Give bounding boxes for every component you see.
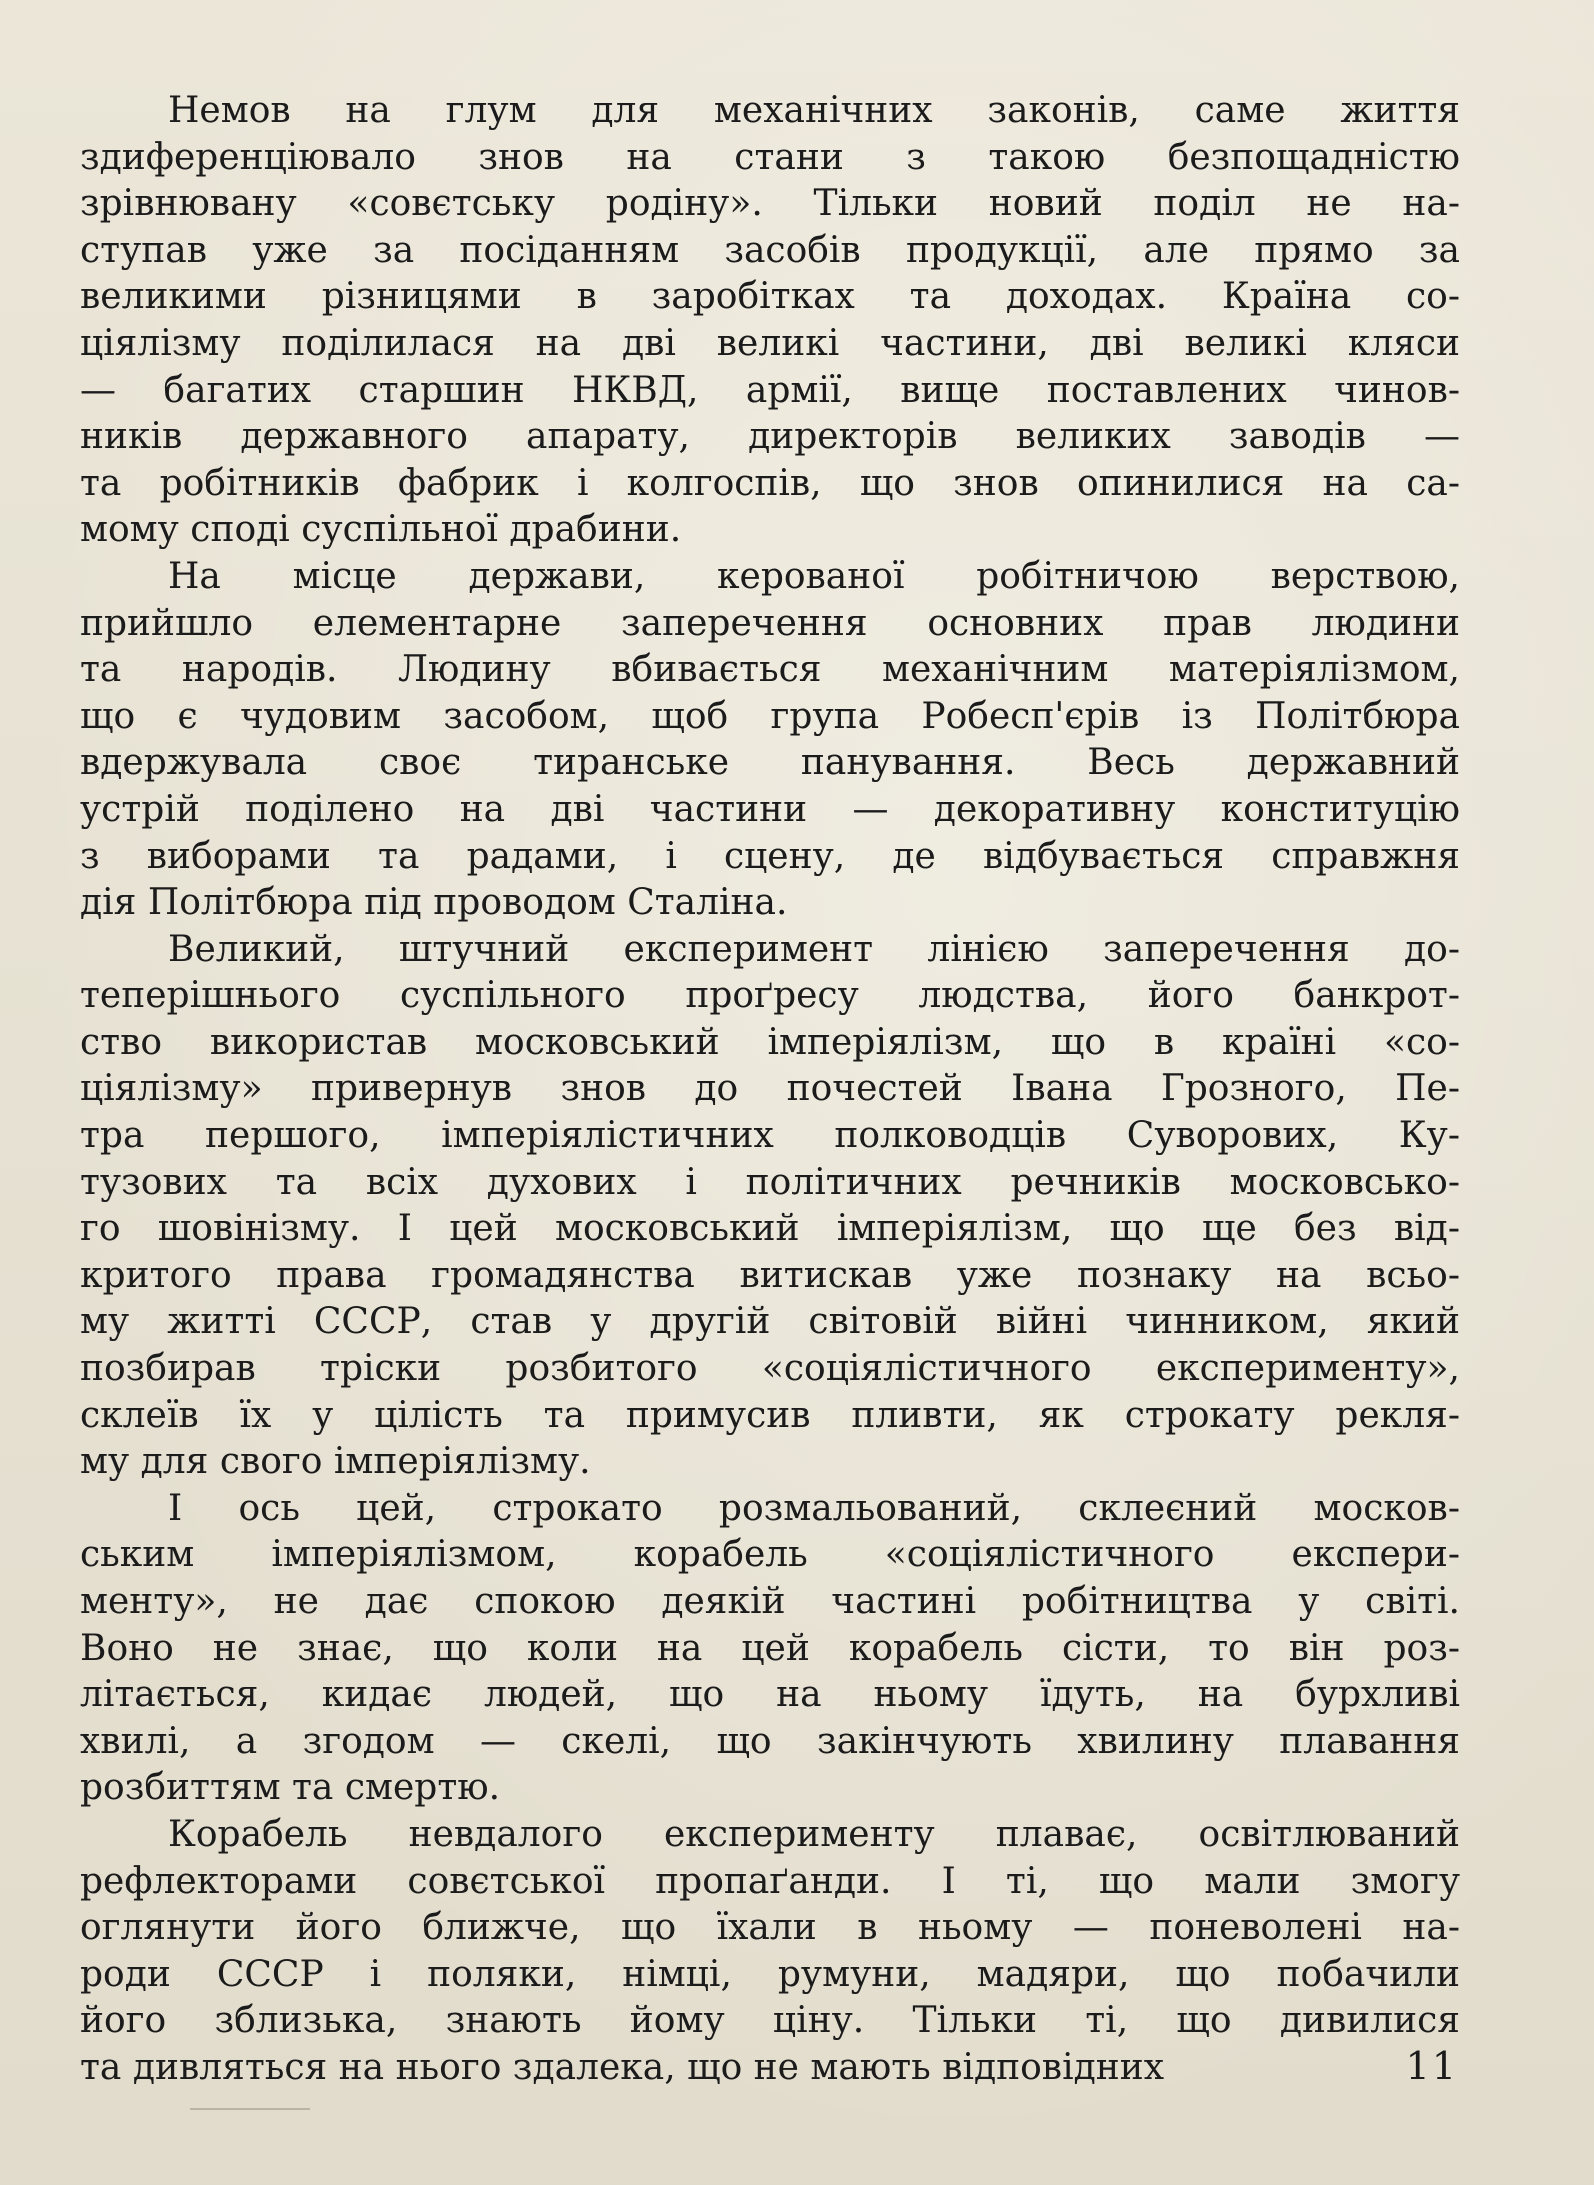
text-line: На місце держави, керованої робітничою верствою, (168, 555, 1460, 597)
body-text (80, 88, 1460, 2092)
text-line: тра першого, імперіялістичних полководців Суворових, Ку- (80, 1115, 1460, 1157)
text-line: устрій поділено на дві частини — декоративну конституцію (80, 788, 1460, 830)
paragraph (80, 927, 1460, 1486)
text-line: позбирав тріски розбитого «соціялістичного експерименту», (80, 1348, 1460, 1390)
text-line: розбиттям та смертю. (80, 1767, 501, 1809)
text-line: зрівнювану «совєтську родіну». Тільки новий поділ не на- (80, 183, 1460, 225)
text-line: ціялізму» привернув знов до почестей Івана Грозного, Пе- (80, 1068, 1460, 1110)
text-line: здиференціювало знов на стани з такою безпощадністю (80, 136, 1460, 178)
text-line: Воно не знає, що коли на цей корабель сісти, то він роз- (80, 1627, 1460, 1669)
text-line: прийшло елементарне заперечення основних прав людини (80, 602, 1460, 644)
text-line: менту», не дає спокою деякій частині робітництва у світі. (80, 1581, 1460, 1622)
text-line: дія Політбюра під проводом Сталіна. (80, 882, 788, 924)
text-line: та робітників фабрик і колгоспів, що знов опинилися на са- (80, 462, 1460, 504)
text-line: — багатих старшин НКВД, армії, вище поставлених чинов- (80, 369, 1460, 411)
text-line: ським імперіялізмом, корабель «соціялістичного експери- (80, 1534, 1460, 1576)
bottom-rule (190, 2108, 310, 2110)
paragraph (80, 88, 1460, 554)
text-line: критого права громадянства витискав уже познаку на всьо- (80, 1254, 1460, 1296)
text-line: му житті СССР, став у другій світовій війні чинником, який (80, 1301, 1460, 1343)
text-line: теперішнього суспільного проґресу людства, його банкрот- (80, 975, 1460, 1017)
paragraph (80, 1486, 1460, 1812)
text-line: літається, кидає людей, що на ньому їдуть, на бурхливі (80, 1674, 1460, 1716)
page-number: 11 (1405, 2044, 1458, 2088)
text-line: Великий, штучний експеримент лінією заперечення до- (168, 928, 1460, 970)
text-line: ціялізму поділилася на дві великі частини, дві великі кляси (80, 322, 1460, 364)
text-line: великими різницями в заробітках та доходах. Країна со- (80, 276, 1460, 318)
text-line: ників державного апарату, директорів великих заводів — (80, 416, 1460, 458)
text-line: що є чудовим засобом, щоб група Робесп'єрів із Політбюра (80, 695, 1460, 737)
paragraph (80, 554, 1460, 927)
text-line: оглянути його ближче, що їхали в ньому — поневолені на- (80, 1907, 1460, 1949)
text-line: вдержувала своє тиранське панування. Весь державний (80, 742, 1460, 784)
text-line: ство використав московський імперіялізм, що в країні «со- (80, 1021, 1460, 1063)
text-line: Корабель невдалого експерименту плаває, освітлюваний (168, 1813, 1460, 1855)
text-line: І ось цей, строкато розмальований, склеєний москов- (168, 1487, 1460, 1529)
text-line: го шовінізму. І цей московський імперіялізм, що ще без від- (80, 1208, 1460, 1250)
text-line: мому споді суспільної драбини. (80, 509, 682, 551)
text-line: з виборами та радами, і сцену, де відбувається справжня (80, 835, 1460, 877)
text-line: та дивляться на нього здалека, що не мають відповідних (80, 2046, 1165, 2088)
text-line: Немов на глум для механічних законів, саме життя (168, 90, 1460, 131)
text-line: роди СССР і поляки, німці, румуни, мадяри, що побачили (80, 1953, 1460, 1995)
text-line: тузових та всіх духових і політичних речників московсько- (80, 1161, 1460, 1203)
text-line: му для свого імперіялізму. (80, 1441, 591, 1483)
text-line: та народів. Людину вбивається механічним матеріялізмом, (80, 649, 1460, 691)
text-line: склеїв їх у цілість та примусив пливти, як строкату рекля- (80, 1394, 1460, 1436)
paragraph (80, 1812, 1460, 2092)
text-line: хвилі, а згодом — скелі, що закінчують хвилину плавання (80, 1720, 1460, 1762)
text-line: його зблизька, знають йому ціну. Тільки ті, що дивилися (80, 2000, 1460, 2042)
text-line: рефлекторами совєтської пропаґанди. І ті, що мали змогу (80, 1860, 1460, 1902)
text-line: ступав уже за посіданням засобів продукції, але прямо за (80, 229, 1460, 271)
